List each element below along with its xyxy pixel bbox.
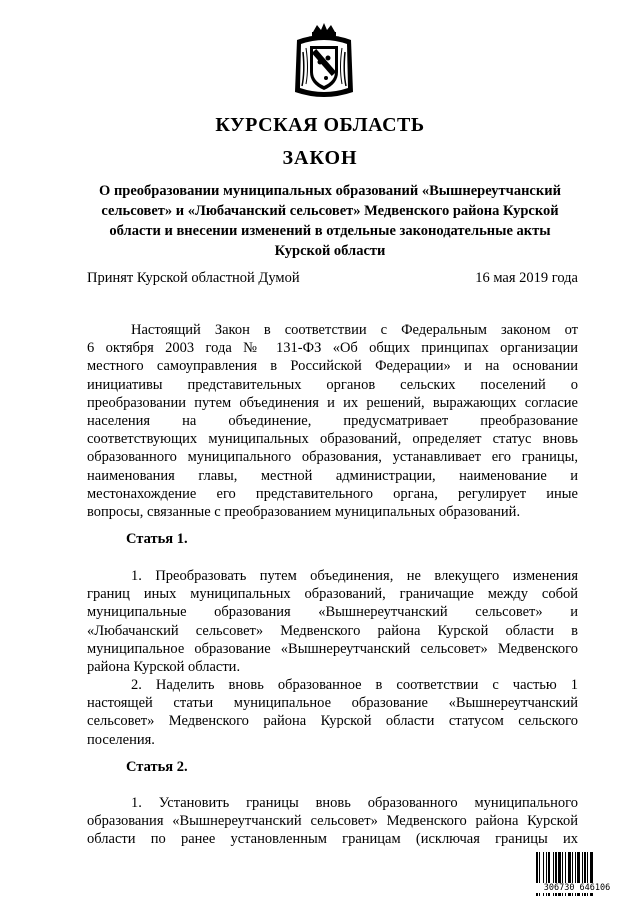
text-line: области по ранее установленным границам (исключая границы их [87, 831, 578, 848]
law-title-line: О преобразовании муниципальных образований «Вышнереутчанский [99, 183, 561, 199]
law-title-line: области и внесении изменений в отдельные законодательные акты [109, 223, 551, 239]
preamble-paragraph [87, 321, 578, 521]
text-line: населения на объединение, предусматривает преобразование [87, 413, 578, 430]
document-type: ЗАКОН [282, 147, 358, 169]
text-line: местонахождение его представительного органа, регулирует иные [87, 485, 578, 502]
text-line: сельсовет» Медвенского района Курской области статусом сельского [87, 713, 578, 730]
text-line: 1. Преобразовать путем объединения, не влекущего изменения [131, 568, 578, 584]
text-line: «Любачанский сельсовет» Медвенского района Курской области в [87, 622, 578, 639]
text-line: муниципальные образования «Вышнереутчанский сельсовет» и [87, 604, 578, 621]
barcode-number: 306730 646106 [532, 883, 622, 893]
coat-of-arms-icon [293, 22, 355, 102]
text-line: поселения. [87, 731, 155, 748]
text-line: вопросы, связанные с преобразованием муниципальных образований. [87, 504, 521, 521]
text-line: 2. Наделить вновь образованное в соответствии с частью 1 [131, 677, 578, 693]
text-line: образованного муниципального образования, устанавливает его границы, [87, 449, 578, 466]
adopted-date: 16 мая 2019 года [475, 270, 578, 286]
adopted-by: Принят Курской областной Думой [87, 270, 300, 286]
article-2-heading: Статья 2. [126, 759, 188, 775]
text-line: 6 октября 2003 года № 131-ФЗ «Об общих принципах организации [87, 340, 578, 357]
law-title-line: Курской области [274, 243, 386, 259]
region-name: КУРСКАЯ ОБЛАСТЬ [215, 114, 425, 136]
text-line: преобразовании путем объединения и их решений, выражающих согласие [87, 394, 578, 411]
article-1-part-1 [87, 567, 578, 676]
law-title [80, 181, 580, 261]
text-line: муниципальное образование «Вышнереутчанский сельсовет» Медвенского [87, 640, 578, 657]
article-2-part-1 [87, 794, 578, 849]
article-1-part-2 [87, 676, 578, 749]
article-1-heading: Статья 1. [126, 531, 188, 547]
text-line: соответствующих муниципальных образований, определяет статус вновь [87, 431, 578, 448]
text-line: образования «Вышнереутчанский сельсовет» Медвенского района Курской [87, 813, 578, 830]
text-line: наименования главы, местной администрации, наименование и [87, 467, 578, 484]
law-title-line: сельсовет» и «Любачанский сельсовет» Медвенского района Курской [101, 203, 559, 219]
text-line: инициативы представительных органов сельских поселений о [87, 376, 578, 393]
text-line: границ иных муниципальных образований, граничащие между собой [87, 586, 578, 603]
text-line: настоящей статьи муниципальное образование «Вышнереутчанский [87, 695, 578, 712]
text-line: 1. Установить границы вновь образованного муниципального [131, 795, 578, 811]
text-line: Настоящий Закон в соответствии с Федеральным законом от [131, 322, 578, 338]
text-line: района Курской области. [87, 659, 241, 676]
text-line: местного самоуправления в Российской Федерации» и на основании [87, 358, 578, 375]
